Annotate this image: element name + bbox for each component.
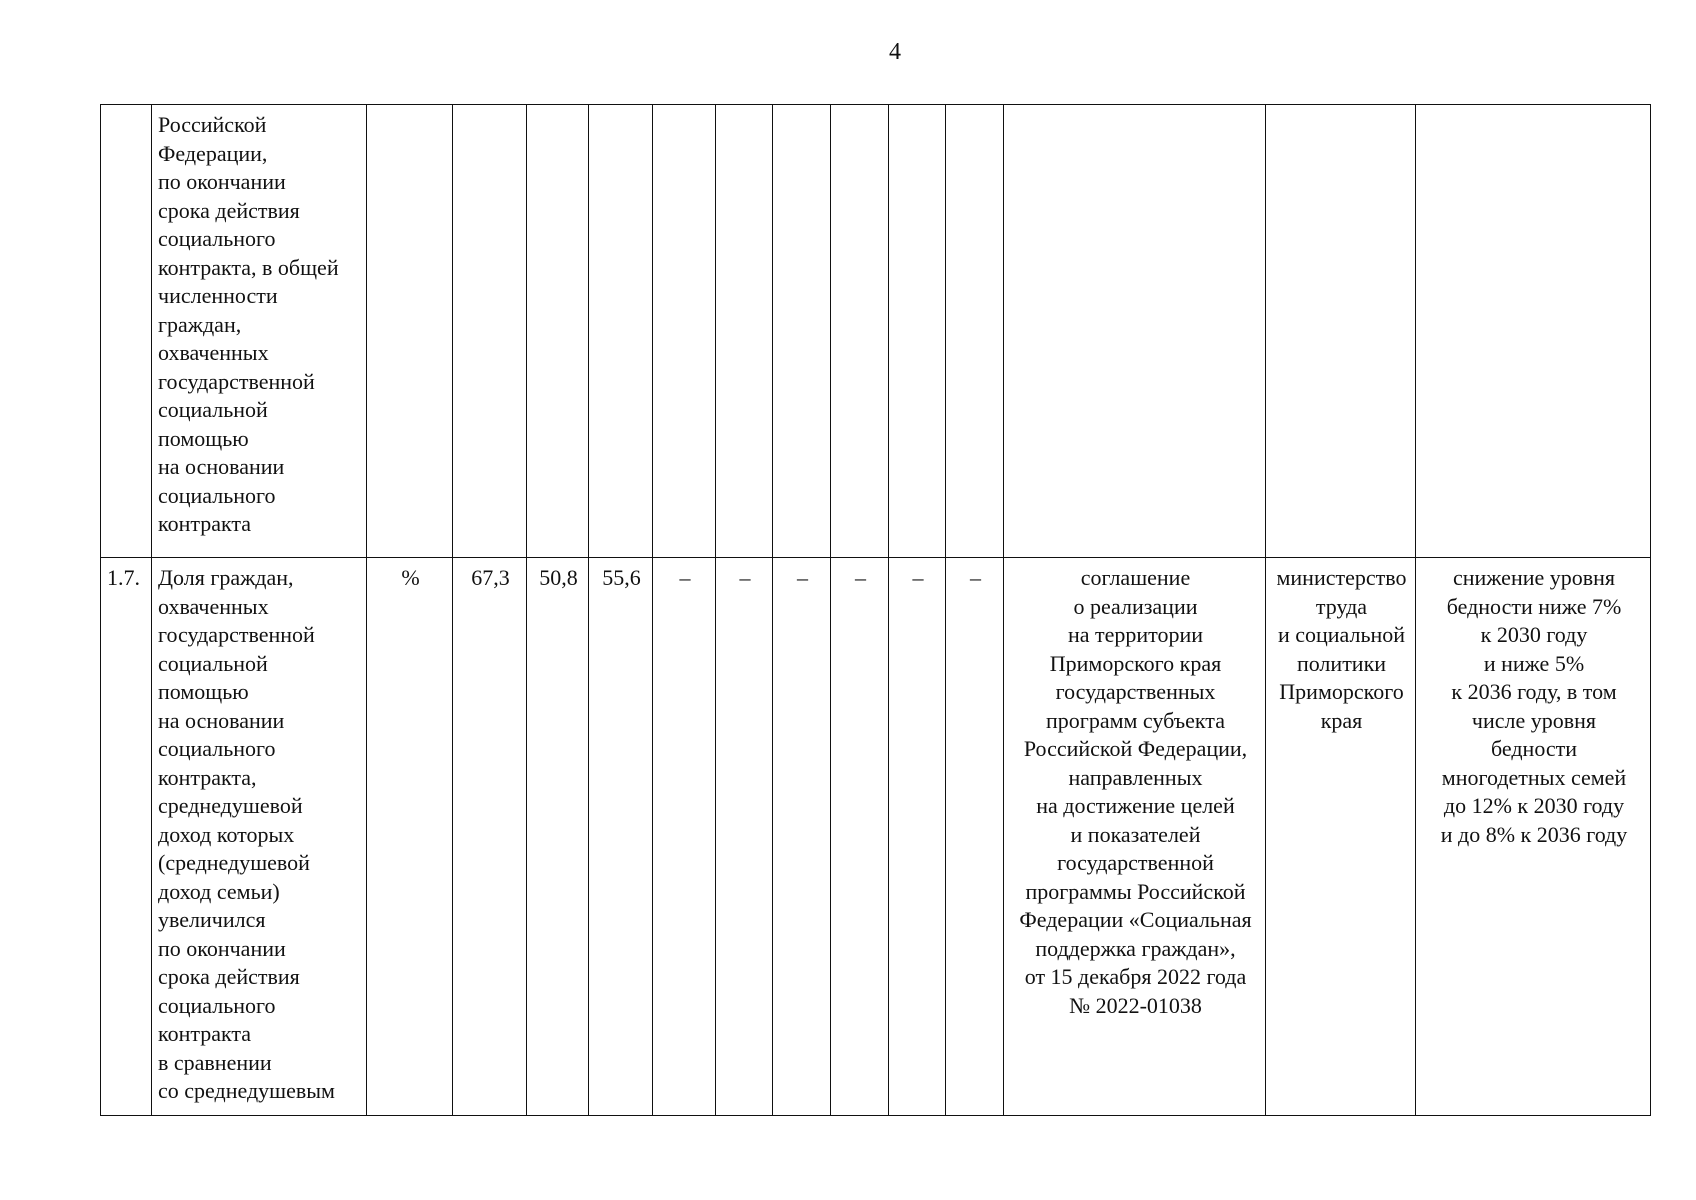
value-cell — [773, 105, 831, 558]
row-number — [101, 105, 152, 558]
result-cell: снижение уровня бедности ниже 7% к 2030 году и ниже 5% к 2036 году, в том числе уровня бедности многодетных семей до 12% к 2030 году и до 8% к 2036 году — [1416, 558, 1651, 1116]
value-cell — [946, 105, 1004, 558]
responsible-cell: министерство труда и социальной политики Приморского края — [1266, 558, 1416, 1116]
value-cell — [453, 105, 527, 558]
value-cell — [653, 105, 716, 558]
unit-cell — [367, 105, 453, 558]
result-cell — [1416, 105, 1651, 558]
value-cell — [716, 105, 773, 558]
value-cell: – — [716, 558, 773, 1116]
document-cell: соглашение о реализации на территории Приморского края государственных программ субъекта Российской Федерации, направленных на достижение целей и показателей государственной программы Российской Федерации «Социальная поддержка граждан», от 15 декабря 2022 года № 2022-01038 — [1004, 558, 1266, 1116]
page-number: 4 — [889, 39, 901, 65]
value-cell — [889, 105, 946, 558]
value-cell: – — [831, 558, 889, 1116]
value-cell: 50,8 — [527, 558, 589, 1116]
indicator-name: Доля граждан, охваченных государственной социальной помощью на основании социального контракта, среднедушевой доход которых (среднедушевой доход семьи) увеличился по окончании срока действия социального контракта в сравнении со среднедушевым — [152, 558, 367, 1116]
value-cell: 55,6 — [589, 558, 653, 1116]
value-cell: – — [653, 558, 716, 1116]
value-cell: – — [889, 558, 946, 1116]
value-cell: 67,3 — [453, 558, 527, 1116]
value-cell — [831, 105, 889, 558]
value-cell: – — [773, 558, 831, 1116]
indicators-table — [100, 104, 1651, 1116]
indicator-name: Российской Федерации, по окончании срока действия социального контракта, в общей численности граждан, охваченных государственной социальной помощью на основании социального контракта — [152, 105, 367, 558]
table-row — [101, 558, 1651, 1116]
value-cell — [589, 105, 653, 558]
document-cell — [1004, 105, 1266, 558]
value-cell: – — [946, 558, 1004, 1116]
row-number: 1.7. — [101, 558, 152, 1116]
unit-cell: % — [367, 558, 453, 1116]
responsible-cell — [1266, 105, 1416, 558]
value-cell — [527, 105, 589, 558]
table-row — [101, 105, 1651, 558]
